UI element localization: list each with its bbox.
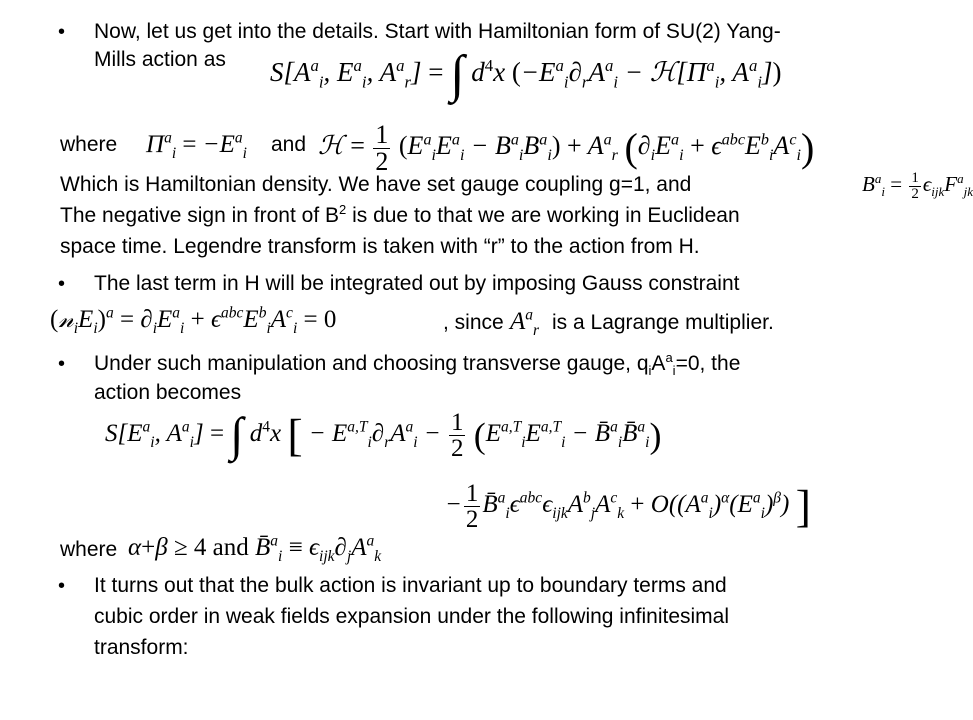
magnetic-field-definition: $B^a_i$ = $\frac{1}{2}$ $\epsilon_{ijk}F^a_{jk}$ [862, 169, 973, 202]
where-label-2: where [60, 538, 118, 561]
lagrange-line: is a Lagrange multiplier. [552, 311, 774, 334]
sign-line-b: is due to that we are working in Euclidean [346, 204, 740, 227]
bullet-3-sub-2: i [672, 363, 676, 379]
sign-line-a: The negative sign in front of B [60, 204, 339, 227]
bullet-3-line-2: action becomes [94, 381, 242, 404]
bullet-4-line-1: It turns out that the bulk action is invariant up to boundary terms and [94, 574, 727, 597]
bullet-3-sup: a [665, 350, 673, 365]
transverse-action-equation-line-1: $S[E^a_i$, $A^a_i$] = ∫ $d^4x$ [ − $E^{a,T}_i\partial_rA^a_i$ − $\frac{1}{2}$ ($E^{a,T}_iE^{a,T}_i$ − B̄$^a_i$B̄$^a_i$) [105, 408, 662, 462]
bullet-2-line-1: The last term in H will be integrated out by imposing Gauss constraint [94, 272, 740, 295]
transverse-action-equation-line-2: − $\frac{1}{2}$ $B̄^a_i\epsilon^{abc}\epsilon_{ijk}A^b_jA^c_k + O((A^a_i)^\alpha(E^a_i)^\beta)$ ] [445, 479, 811, 533]
lagrange-multiplier-symbol: $A^a_r$ [510, 306, 540, 339]
where-label-1: where [60, 133, 118, 156]
sign-line [60, 203, 740, 229]
density-line: Which is Hamiltonian density. We have set gauge coupling g=1, and [60, 173, 692, 196]
bullet-marker-2: • [58, 273, 66, 295]
action-equation: $S[A^a_i$, $E^a_i$, $A^a_r$] = ∫ $d^4x$ ($-E^a_i\partial_rA^a_i$ − $ℋ[\Pi^a_i$, $A^a_i$]) [270, 45, 782, 103]
spacetime-line: space time. Legendre transform is taken with “r” to the action from H. [60, 235, 700, 258]
bullet-4-line-3: transform: [94, 636, 189, 659]
bullet-marker-4: • [58, 575, 66, 597]
and-label-1: and [271, 133, 307, 156]
momentum-definition: $\Pi^a_i = -E^a_i$ [146, 129, 247, 162]
sign-line-sup: 2 [339, 202, 347, 217]
bullet-3-line-1-a: Under such manipulation and choosing transverse gauge, q [94, 352, 649, 375]
bullet-marker-3: • [58, 353, 66, 375]
order-and-field-definition: α+β ≥ 4 and B̄$^a_i$ ≡ $\epsilon_{ijk}\partial_jA^a_k$ [128, 532, 382, 565]
bullet-3-line-1 [94, 351, 740, 377]
since-label: , since [443, 311, 504, 334]
bullet-3-line-1-mid: A [651, 352, 666, 375]
bullet-4-line-2: cubic order in weak fields expansion under the following infinitesimal [94, 605, 730, 628]
bullet-3-sub-1: i [648, 363, 652, 379]
gauss-constraint-equation: $(𝓃_iE_i)^a = \partial_iE^a_i + \epsilon^{abc}E^b_iA^c_i = 0$ [50, 304, 337, 337]
bullet-1-line-2: Mills action as [94, 48, 226, 71]
bullet-3-line-1-b: =0, the [675, 352, 741, 375]
bullet-1-line-1: Now, let us get into the details. Start with Hamiltonian form of SU(2) Yang- [94, 20, 781, 43]
hamiltonian-density-equation: ℋ = $\frac{1}{2}$ $(E^a_iE^a_i - B^a_iB^a_i) + A^a_r$ $(\partial_iE^a_i + \epsilon^{abc}E^b_iA^c_i)$ [318, 119, 815, 176]
bullet-marker-1: • [58, 21, 66, 43]
